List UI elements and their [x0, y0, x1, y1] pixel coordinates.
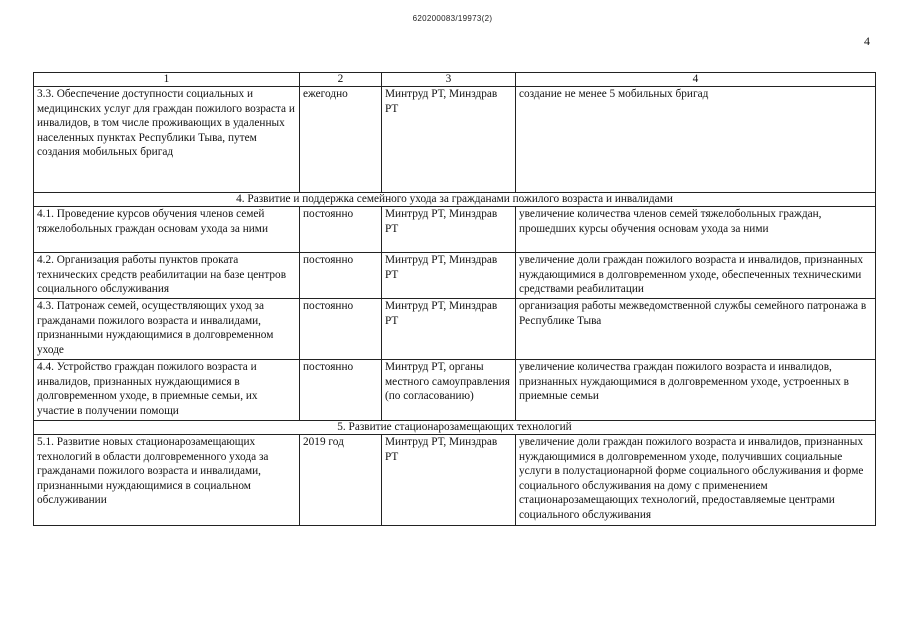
result-cell: организация работы межведомственной службы семейного патронажа в Республике Тыва: [516, 299, 876, 360]
column-header-4: 4: [516, 73, 876, 87]
result-cell: увеличение доли граждан пожилого возраста и инвалидов, признанных нуждающимися в долговременном уходе, обеспеченных техническими средствами реабилитации: [516, 253, 876, 299]
table-row: [34, 207, 876, 253]
executor-cell: Минтруд РТ, Минздрав РТ: [382, 207, 516, 253]
table-row: [34, 299, 876, 360]
section-title: 4. Развитие и поддержка семейного ухода за гражданами пожилого возраста и инвалидами: [34, 193, 876, 207]
executor-cell: Минтруд РТ, Минздрав РТ: [382, 87, 516, 193]
measure-cell: 4.2. Организация работы пунктов проката технических средств реабилитации на базе центров социального обслуживания: [34, 253, 300, 299]
period-cell: постоянно: [300, 360, 382, 421]
page-number: 4: [864, 34, 870, 48]
executor-cell: Минтруд РТ, Минздрав РТ: [382, 435, 516, 526]
executor-cell: Минтруд РТ, Минздрав РТ: [382, 253, 516, 299]
column-header-3: 3: [382, 73, 516, 87]
section-title: 5. Развитие стационарозамещающих технологий: [34, 421, 876, 435]
table-row: [34, 360, 876, 421]
period-cell: постоянно: [300, 253, 382, 299]
period-cell: постоянно: [300, 299, 382, 360]
result-cell: создание не менее 5 мобильных бригад: [516, 87, 876, 193]
measures-table: [33, 72, 876, 526]
document-id: 620200083/19973(2): [412, 14, 493, 23]
table-header-row: [34, 73, 876, 87]
measure-cell: 4.3. Патронаж семей, осуществляющих уход за гражданами пожилого возраста и инвалидами, признанными нуждающимися в долговременном уходе: [34, 299, 300, 360]
table-row: [34, 253, 876, 299]
result-cell: увеличение количества граждан пожилого возраста и инвалидов, признанных нуждающимися в долговременном уходе, устроенных в приемные семьи: [516, 360, 876, 421]
measure-cell: 5.1. Развитие новых стационарозамещающих технологий в области долговременного ухода за гражданами пожилого возраста и инвалидами, признанными нуждающимися в социальном обслуживании: [34, 435, 300, 526]
measure-cell: 4.1. Проведение курсов обучения членов семей тяжелобольных граждан основам ухода за ними: [34, 207, 300, 253]
result-cell: увеличение доли граждан пожилого возраста и инвалидов, признанных нуждающимися в долговременном уходе, получивших социальные услуги в полустационарной форме социального обслуживания и форме социального обслуживания на дому с применением стационарозамещающих технологий, предоставляемые центрами социального обслуживания: [516, 435, 876, 526]
period-cell: 2019 год: [300, 435, 382, 526]
table-row: [34, 87, 876, 193]
measure-cell: 4.4. Устройство граждан пожилого возраста и инвалидов, признанных нуждающимися в долговременном уходе, в приемные семьи, их участие в получении помощи: [34, 360, 300, 421]
result-cell: увеличение количества членов семей тяжелобольных граждан, прошедших курсы обучения основам ухода за ними: [516, 207, 876, 253]
section-row: [34, 193, 876, 207]
executor-cell: Минтруд РТ, органы местного самоуправления (по согласованию): [382, 360, 516, 421]
executor-cell: Минтруд РТ, Минздрав РТ: [382, 299, 516, 360]
column-header-2: 2: [300, 73, 382, 87]
column-header-1: 1: [34, 73, 300, 87]
period-cell: постоянно: [300, 207, 382, 253]
section-row: [34, 421, 876, 435]
table-row: [34, 435, 876, 526]
measure-cell: 3.3. Обеспечение доступности социальных и медицинских услуг для граждан пожилого возраста и инвалидов, в том числе проживающих в удаленных населенных пунктах Республики Тыва, путем создания мобильных бригад: [34, 87, 300, 193]
period-cell: ежегодно: [300, 87, 382, 193]
